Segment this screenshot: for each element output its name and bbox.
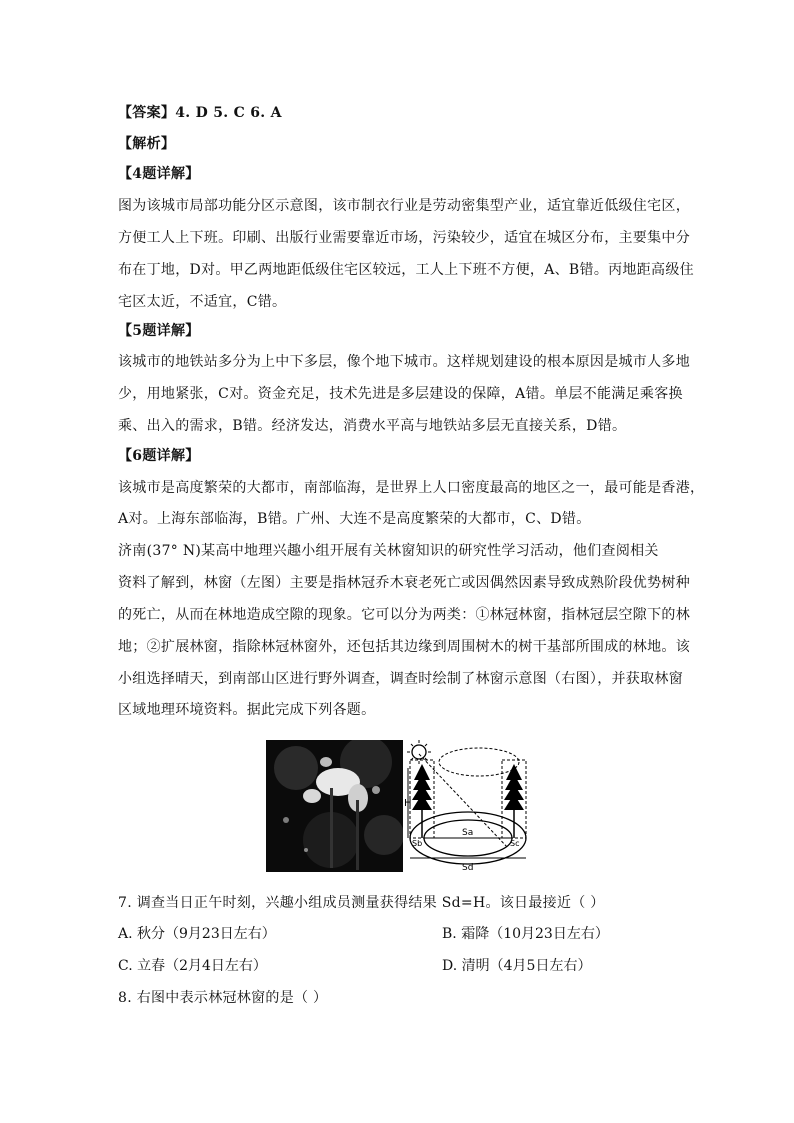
q7-option-d[interactable]: D. 清明（4月5日左右） <box>442 958 592 974</box>
q8-stem: 8. 右图中表示林冠林窗的是（ ） <box>118 990 328 1006</box>
q6-line: A对。上海东部临海，B错。广州、大连不是高度繁荣的大都市，C、D错。 <box>118 511 591 527</box>
analysis-heading: 【解析】 <box>118 136 176 152</box>
tree-left-icon <box>410 760 434 838</box>
passage-line: 区域地理环境资料。据此完成下列各题。 <box>118 702 376 718</box>
forest-gap-diagram <box>404 740 528 874</box>
passage-line: 的死亡，从而在林地造成空隙的现象。它可以分为两类：①林冠林窗，指林冠层空隙下的林 <box>118 607 690 623</box>
passage-line: 资料了解到，林窗（左图）主要是指林冠乔木衰老死亡或因偶然因素导致成熟阶段优势树种 <box>118 575 690 591</box>
q5-heading: 【5题详解】 <box>118 323 200 339</box>
q5-line: 该城市的地铁站多分为上中下多层，像个地下城市。这样规划建设的根本原因是城市人多地 <box>118 354 690 370</box>
q4-heading: 【4题详解】 <box>118 166 200 182</box>
forest-gap-photo <box>266 740 403 872</box>
label-sc: Sc <box>510 839 520 848</box>
q7-option-b[interactable]: B. 霜降（10月23日左右） <box>442 926 609 942</box>
q7-stem: 7. 调查当日正午时刻，兴趣小组成员测量获得结果 Sd=H。该日最接近（ ） <box>118 895 605 911</box>
forest-gap-figure <box>266 740 528 874</box>
passage-line: 小组选择晴天，到南部山区进行野外调查，调查时绘制了林窗示意图（右图），并获取林窗 <box>118 671 683 687</box>
label-sb: Sb <box>412 839 423 848</box>
tree-right-icon <box>502 760 526 838</box>
q4-line: 图为该城市局部功能分区示意图，该市制衣行业是劳动密集型产业，适宜靠近低级住宅区， <box>118 198 690 214</box>
passage-line: 济南(37° N)某高中地理兴趣小组开展有关林窗知识的研究性学习活动，他们查阅相关 <box>118 543 659 559</box>
label-h: H <box>404 798 412 809</box>
answer-line: 【答案】4. D 5. C 6. A <box>118 105 282 121</box>
q6-line: 该城市是高度繁荣的大都市，南部临海，是世界上人口密度最高的地区之一，最可能是香港， <box>118 480 705 496</box>
q4-line: 方便工人上下班。印刷、出版行业需要靠近市场，污染较少，适宜在城区分布，主要集中分 <box>118 230 690 246</box>
label-sd: Sd <box>462 863 474 873</box>
q4-line: 宅区太近，不适宜，C错。 <box>118 294 287 310</box>
q7-option-a[interactable]: A. 秋分（9月23日左右） <box>118 926 276 942</box>
q5-line: 乘、出入的需求，B错。经济发达，消费水平高与地铁站多层无直接关系，D错。 <box>118 418 627 434</box>
passage-line: 地；②扩展林窗，指除林冠林窗外，还包括其边缘到周围树木的树干基部所围成的林地。该 <box>118 639 690 655</box>
q7-option-c[interactable]: C. 立春（2月4日左右） <box>118 958 267 974</box>
q5-line: 少，用地紧张，C对。资金充足，技术先进是多层建设的保障，A错。单层不能满足乘客换 <box>118 386 683 402</box>
label-sa: Sa <box>462 828 474 838</box>
q4-line: 布在丁地，D对。甲乙两地距低级住宅区较远，工人上下班不方便，A、B错。丙地距高级住 <box>118 262 694 278</box>
q6-heading: 【6题详解】 <box>118 448 200 464</box>
